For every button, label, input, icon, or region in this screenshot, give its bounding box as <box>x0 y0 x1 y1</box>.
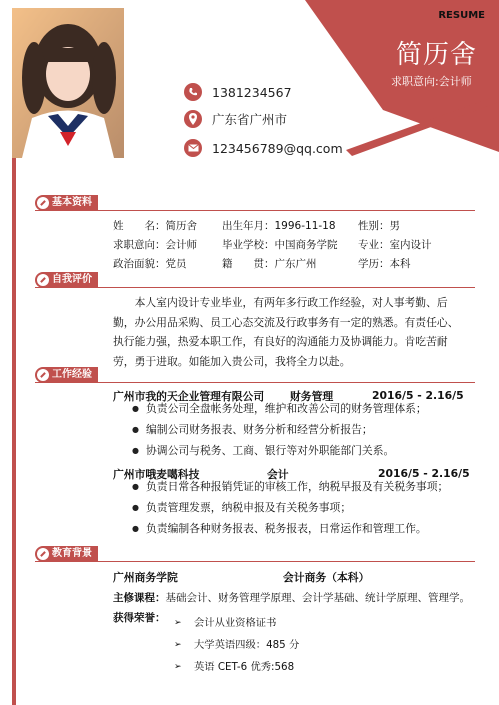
location-pin-icon <box>184 110 202 128</box>
edu-honors-list <box>174 612 299 678</box>
value-degree: 本科 <box>389 258 411 270</box>
edu-honors-label: 获得荣誉： <box>113 612 166 624</box>
work-company-1: 广州市我的天企业管理有限公司 <box>113 390 265 403</box>
email-icon <box>184 139 202 157</box>
label-school: 毕业学校： <box>222 239 275 251</box>
list-item: ● 编制公司财务报表、财务分析和经营分析报告； <box>134 419 427 440</box>
work-role-2: 会计 <box>267 468 289 481</box>
resume-label: RESUME <box>438 10 485 21</box>
value-dob: 1996-11-18 <box>274 220 336 232</box>
section-pen-icon <box>37 548 49 560</box>
edu-school: 广州商务学院 <box>113 571 178 584</box>
section-divider <box>35 382 475 383</box>
list-item: ● 协调公司与税务、工商、银行等对外职能部门关系。 <box>134 440 427 461</box>
label-politics: 政治面貌： <box>113 258 166 270</box>
edu-courses: 基础会计、财务管理学原理、会计学基础、统计学原理、管理学。 <box>165 592 470 604</box>
label-name: 姓 名： <box>113 220 166 232</box>
label-dob: 出生年月： <box>222 220 275 232</box>
list-item: ● 负责管理发票，纳税申报及有关税务事项； <box>134 497 448 518</box>
profile-photo <box>12 8 124 158</box>
contact-email <box>184 138 343 158</box>
section-divider <box>35 287 475 288</box>
section-pen-icon <box>37 369 49 381</box>
section-education-title: 教育背景 <box>52 548 92 559</box>
section-work-header <box>35 367 98 383</box>
value-politics: 党员 <box>165 258 187 270</box>
list-item: ➢ 大学英语四级：485 分 <box>174 634 299 656</box>
value-gender: 男 <box>389 220 400 232</box>
work-period-1: 2016/5 - 2.16/5 <box>372 389 464 402</box>
email-address: 123456789@qq.com <box>212 140 343 156</box>
self-evaluation-text: 本人室内设计专业毕业，有两年多行政工作经验，对人事考勤、后勤，办公用品采购、员工心态交流及行政事务有一定的熟悉。有责任心、执行能力强，热爱本职工作，有良好的沟通能力及协调能力。肯吃苦耐劳，勇于进取。如能加入贵公司，我将全力以赴。 <box>113 296 459 368</box>
section-pen-icon <box>37 197 49 209</box>
contact-phone <box>184 82 292 102</box>
value-origin: 广东广州 <box>274 258 317 270</box>
section-divider <box>35 561 475 562</box>
section-basic-title: 基本资料 <box>52 197 92 208</box>
work-duties-1 <box>134 398 427 461</box>
job-objective: 求职意向:会计师 <box>391 75 472 88</box>
section-divider <box>35 210 475 211</box>
phone-number: 1381234567 <box>212 84 292 100</box>
label-degree: 学历： <box>358 258 390 270</box>
left-accent-bar <box>12 158 16 705</box>
label-major: 专业： <box>358 239 390 251</box>
list-item: ● 负责编制各种财务报表、税务报表，日常运作和管理工作。 <box>134 518 448 539</box>
list-item: ● 负责公司全盘帐务处理，维护和改善公司的财务管理体系； <box>134 398 427 419</box>
work-duties-2 <box>134 476 448 539</box>
section-self-eval-header <box>35 272 98 288</box>
value-name: 简历舍 <box>165 220 197 232</box>
list-item: ➢ 英语 CET-6 优秀:568 <box>174 656 299 678</box>
candidate-name: 简历舍 <box>396 40 478 70</box>
edu-courses-label: 主修课程： <box>113 592 166 604</box>
value-major: 室内设计 <box>389 239 432 251</box>
list-item: ➢ 会计从业资格证书 <box>174 612 299 634</box>
contact-location <box>184 109 287 129</box>
section-basic-header <box>35 195 98 211</box>
list-item: ● 负责日常各种报销凭证的审核工作，纳税早报及有关税务事项； <box>134 476 448 497</box>
work-period-2: 2016/5 - 2.16/5 <box>378 467 470 480</box>
section-pen-icon <box>37 274 49 286</box>
phone-icon <box>184 83 202 101</box>
label-gender: 性别： <box>358 220 390 232</box>
section-self-eval-title: 自我评价 <box>52 274 92 285</box>
value-school: 中国商务学院 <box>274 239 338 251</box>
location-text: 广东省广州市 <box>212 112 288 127</box>
value-intent: 会计师 <box>165 239 197 251</box>
label-intent: 求职意向： <box>113 239 166 251</box>
section-education-header <box>35 546 98 562</box>
edu-major: 会计商务（本科） <box>283 571 370 584</box>
work-role-1: 财务管理 <box>290 390 334 403</box>
section-work-title: 工作经验 <box>52 369 92 380</box>
label-origin: 籍 贯： <box>222 258 275 270</box>
work-company-2: 广州市哦麦噶科技 <box>113 468 200 481</box>
